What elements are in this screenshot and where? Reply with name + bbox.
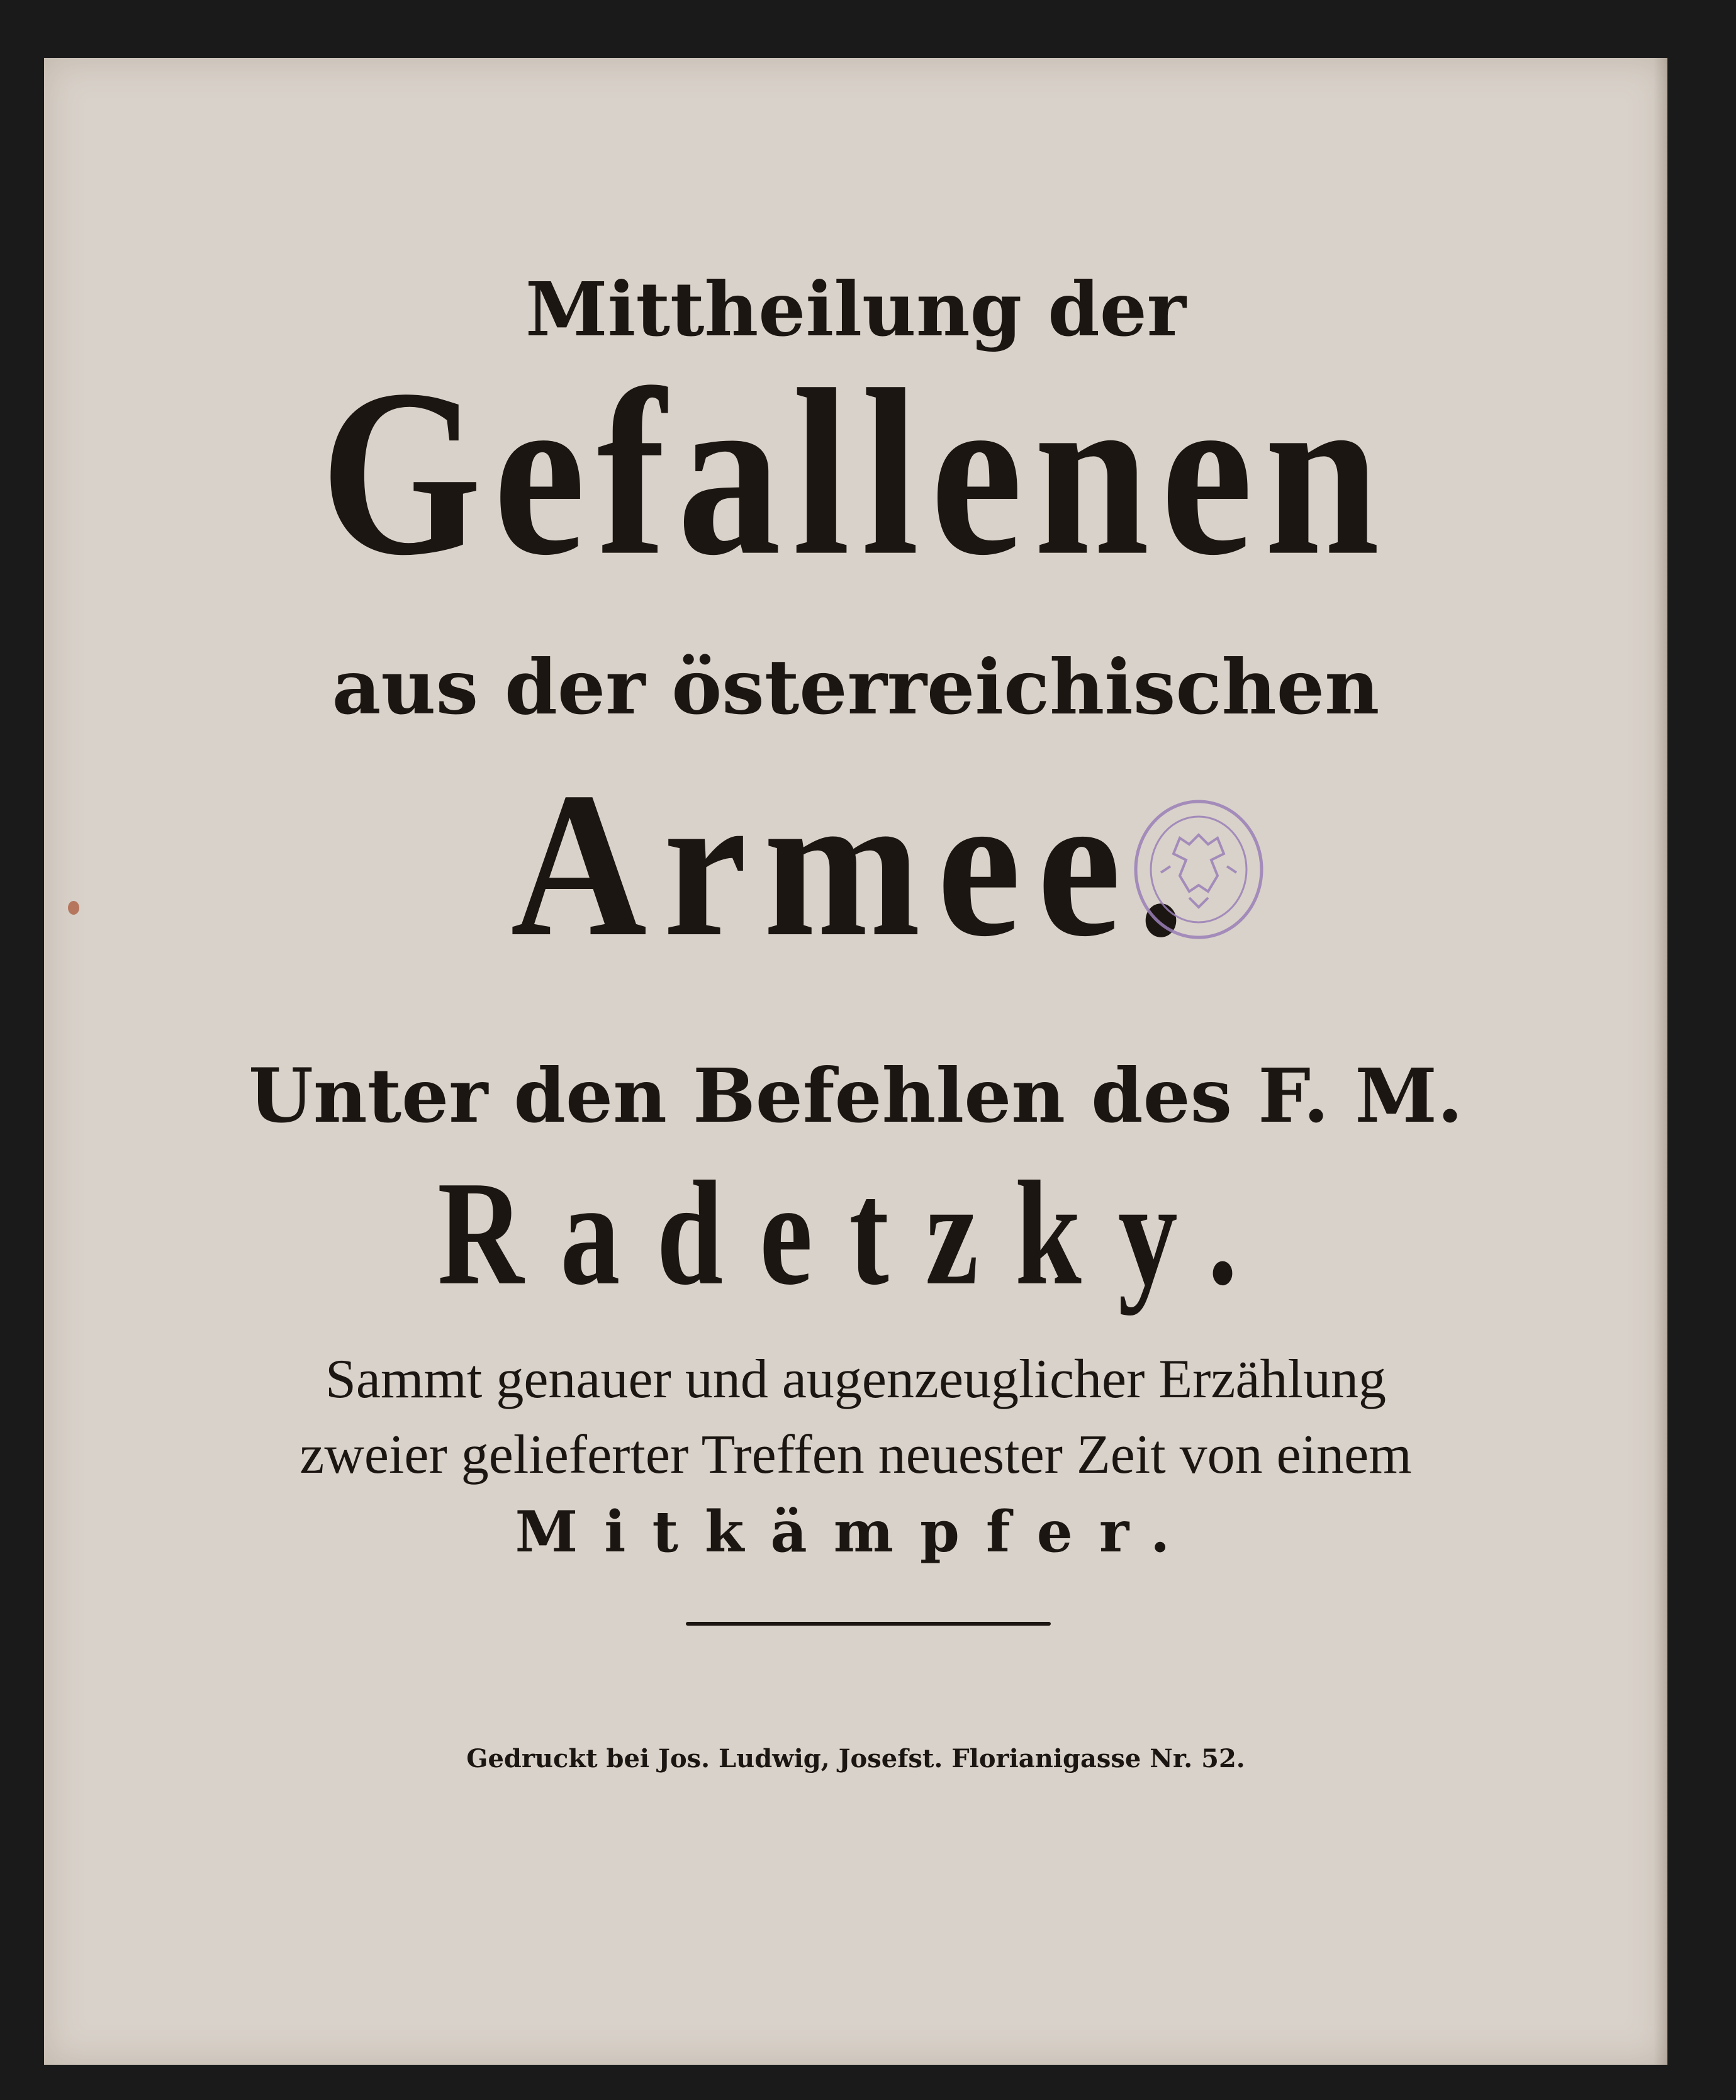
heading-line-3: aus der österreichischen bbox=[332, 643, 1380, 732]
divider-rule bbox=[686, 1622, 1051, 1626]
subtitle-line-1: Sammt genauer und augenzeuglicher Erzählung bbox=[325, 1349, 1386, 1410]
subtitle-line-2: zweier gelieferter Treffen neuester Zeit von einem bbox=[300, 1424, 1412, 1485]
heading-line-1: Mittheilung der bbox=[525, 265, 1186, 353]
heading-line-5: Unter den Befehlen des F. M. bbox=[248, 1052, 1464, 1139]
printer-imprint: Gedruckt bei Jos. Ludwig, Josefst. Florianigasse Nr. 52. bbox=[466, 1744, 1245, 1773]
subtitle-line-3: Mitkämpfer. bbox=[515, 1499, 1197, 1565]
double-headed-eagle-icon bbox=[1126, 797, 1271, 942]
heading-line-4: Armee. bbox=[510, 749, 1201, 980]
heading-line-2: Gefallenen bbox=[320, 340, 1391, 605]
heading-line-6: Radetzky. bbox=[437, 1151, 1274, 1317]
broadside-sheet bbox=[44, 58, 1667, 2065]
